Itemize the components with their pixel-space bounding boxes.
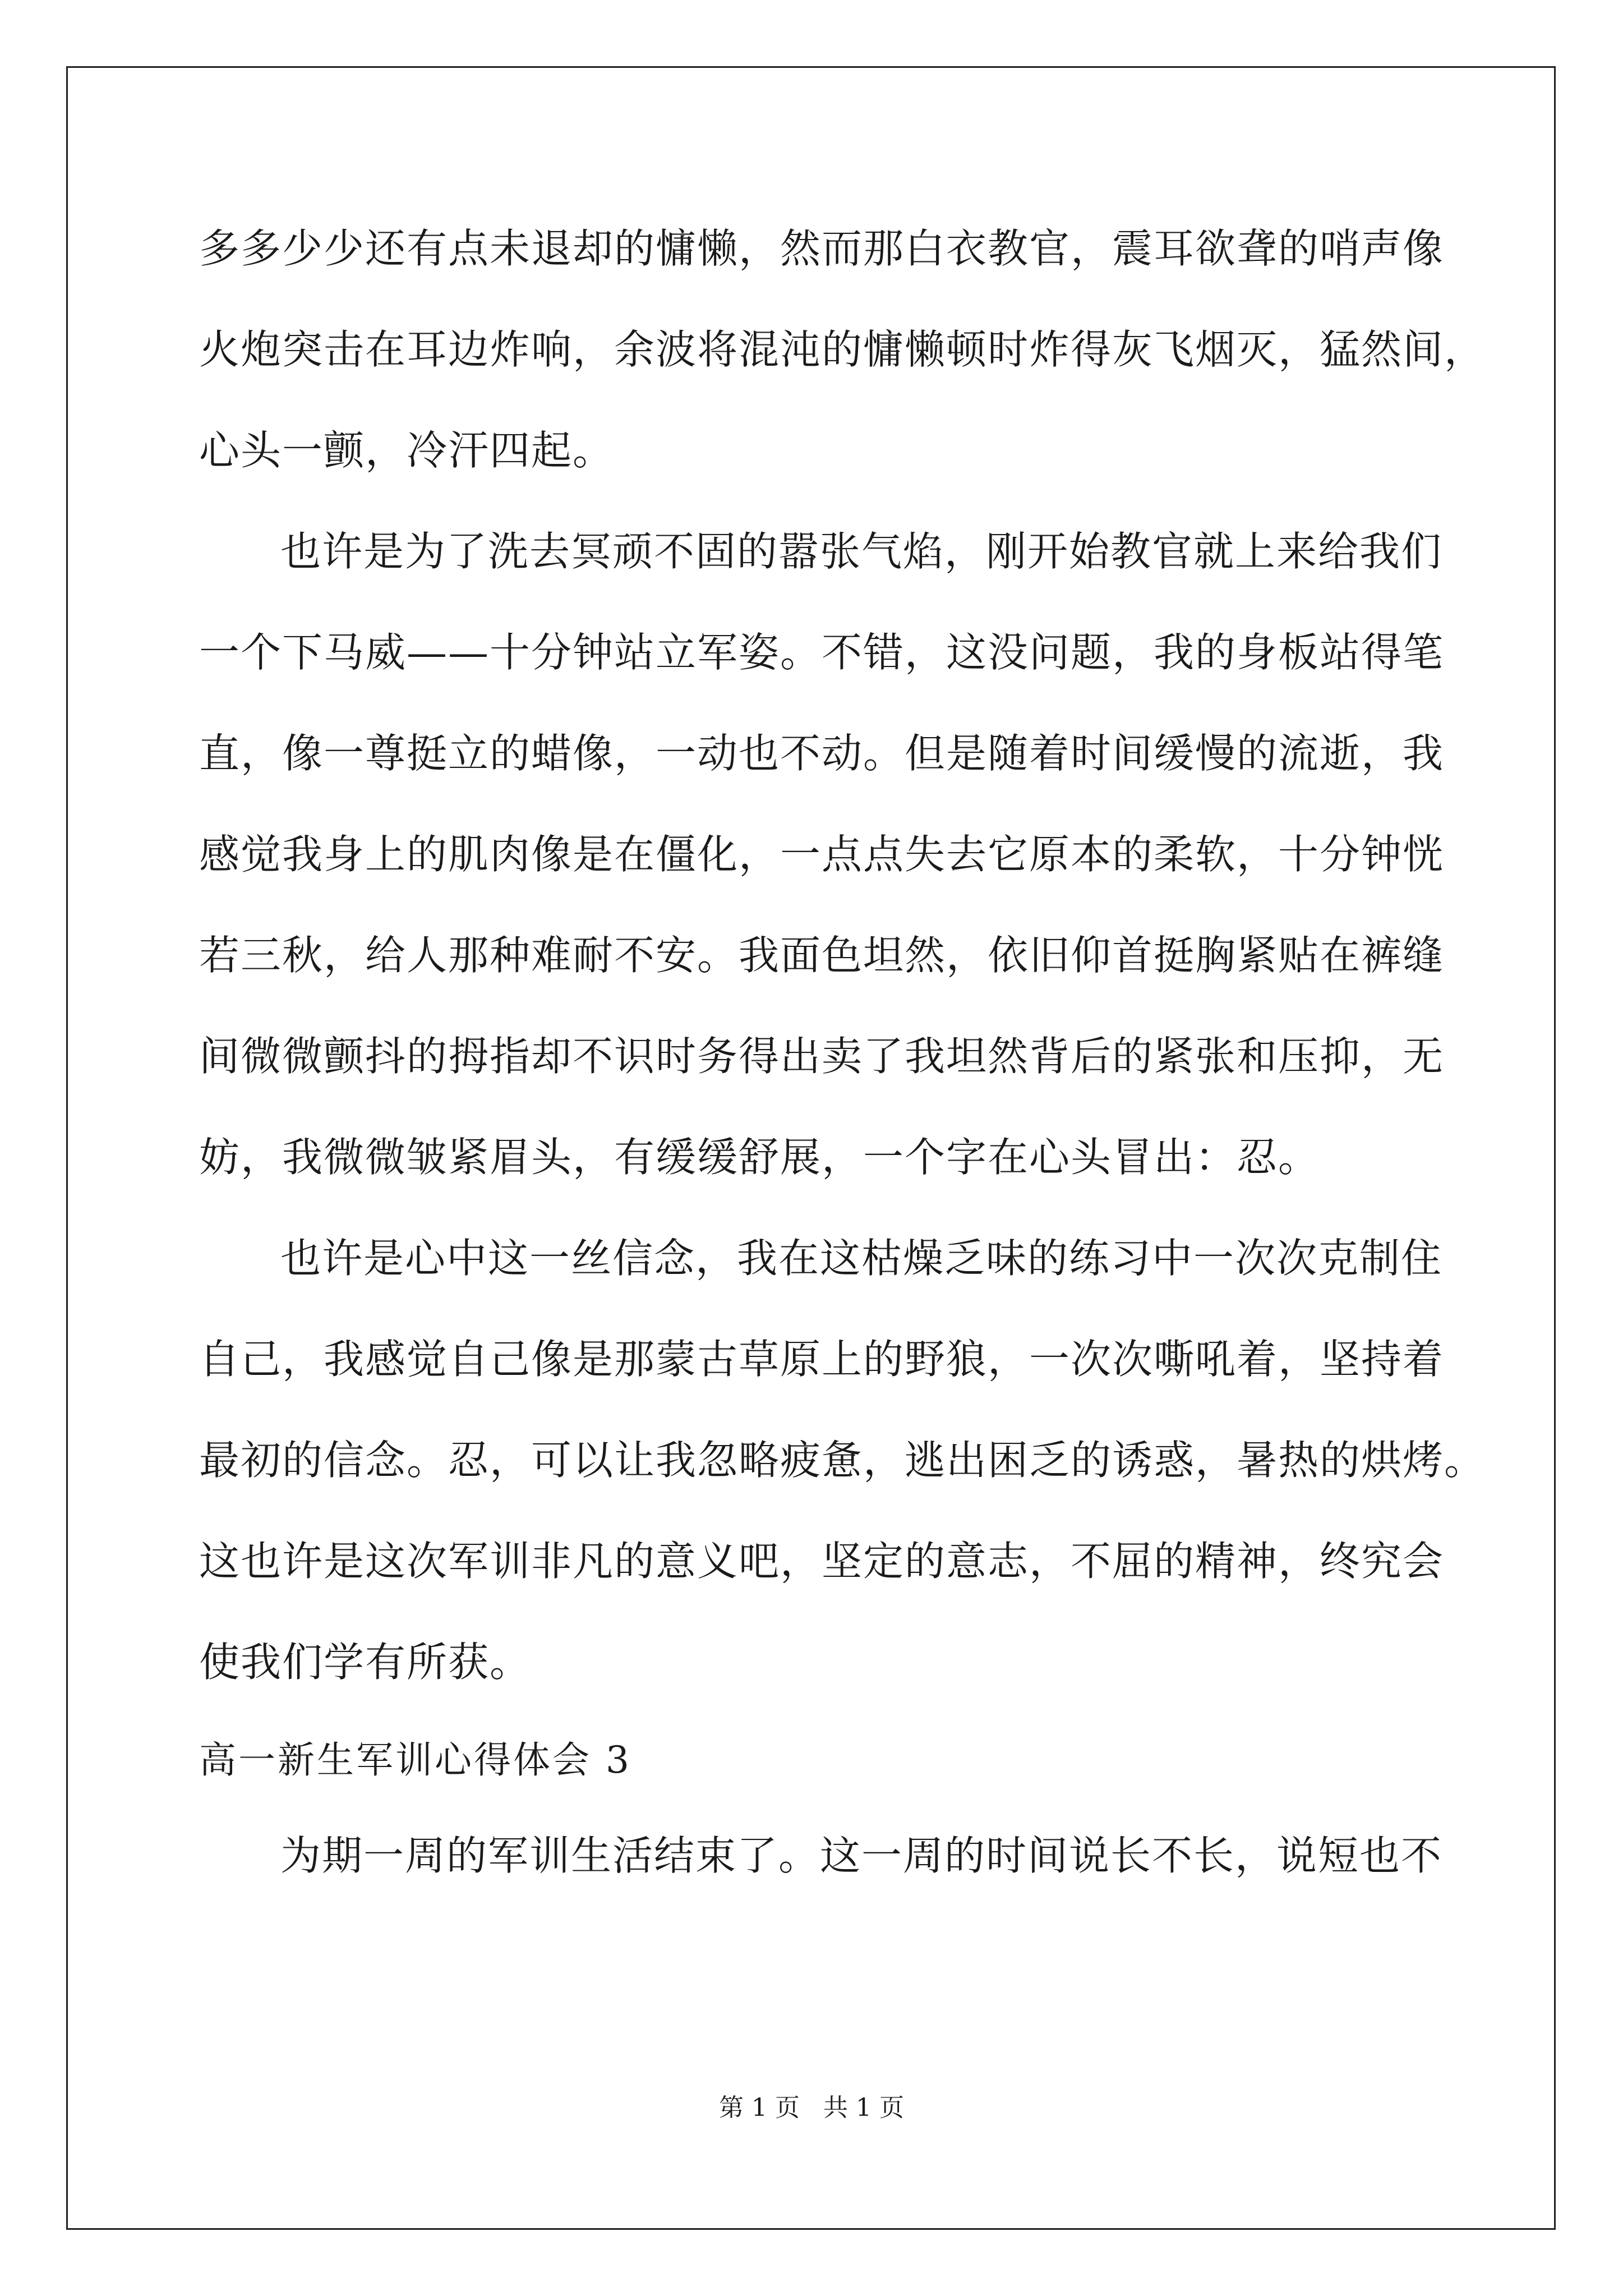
paragraph-line: 感觉我身上的肌肉像是在僵化，一点点失去它原本的柔软，十分钟恍 <box>199 831 1445 878</box>
paragraph-line: 多多少少还有点未退却的慵懒，然而那白衣教官，震耳欲聋的哨声像 <box>199 225 1445 272</box>
paragraph-line: 也许是心中这一丝信念，我在这枯燥乏味的练习中一次次克制住 <box>280 1235 1443 1282</box>
paragraph-line: 最初的信念。忍，可以让我忽略疲惫，逃出困乏的诱惑，暑热的烘烤。 <box>199 1437 1486 1484</box>
paragraph-line: 一个下马威——十分钟站立军姿。不错，这没问题，我的身板站得笔 <box>199 629 1445 676</box>
page-number-footer: 第 1 页 共 1 页 <box>719 2093 904 2122</box>
section-heading: 高一新生军训心得体会 3 <box>199 1738 631 1782</box>
paragraph-line: 为期一周的军训生活结束了。这一周的时间说长不长，说短也不 <box>280 1832 1443 1879</box>
paragraph-line: 直，像一尊挺立的蜡像，一动也不动。但是随着时间缓慢的流逝，我 <box>199 730 1445 777</box>
paragraph-line: 火炮突击在耳边炸响，余波将混沌的慵懒顿时炸得灰飞烟灭，猛然间， <box>199 326 1486 373</box>
paragraph-line: 若三秋，给人那种难耐不安。我面色坦然，依旧仰首挺胸紧贴在裤缝 <box>199 932 1445 979</box>
paragraph-line: 心头一颤，冷汗四起。 <box>199 427 615 474</box>
paragraph-line: 妨，我微微皱紧眉头，有缓缓舒展，一个字在心头冒出：忍。 <box>199 1134 1320 1181</box>
paragraph-line: 也许是为了洗去冥顽不固的嚣张气焰，刚开始教官就上来给我们 <box>280 528 1443 575</box>
paragraph-line: 这也许是这次军训非凡的意义吧，坚定的意志，不屈的精神，终究会 <box>199 1538 1445 1585</box>
paragraph-line: 间微微颤抖的拇指却不识时务得出卖了我坦然背后的紧张和压抑，无 <box>199 1033 1445 1080</box>
paragraph-line: 自己，我感觉自己像是那蒙古草原上的野狼，一次次嘶吼着，坚持着 <box>199 1336 1445 1383</box>
paragraph-line: 使我们学有所获。 <box>199 1639 532 1686</box>
